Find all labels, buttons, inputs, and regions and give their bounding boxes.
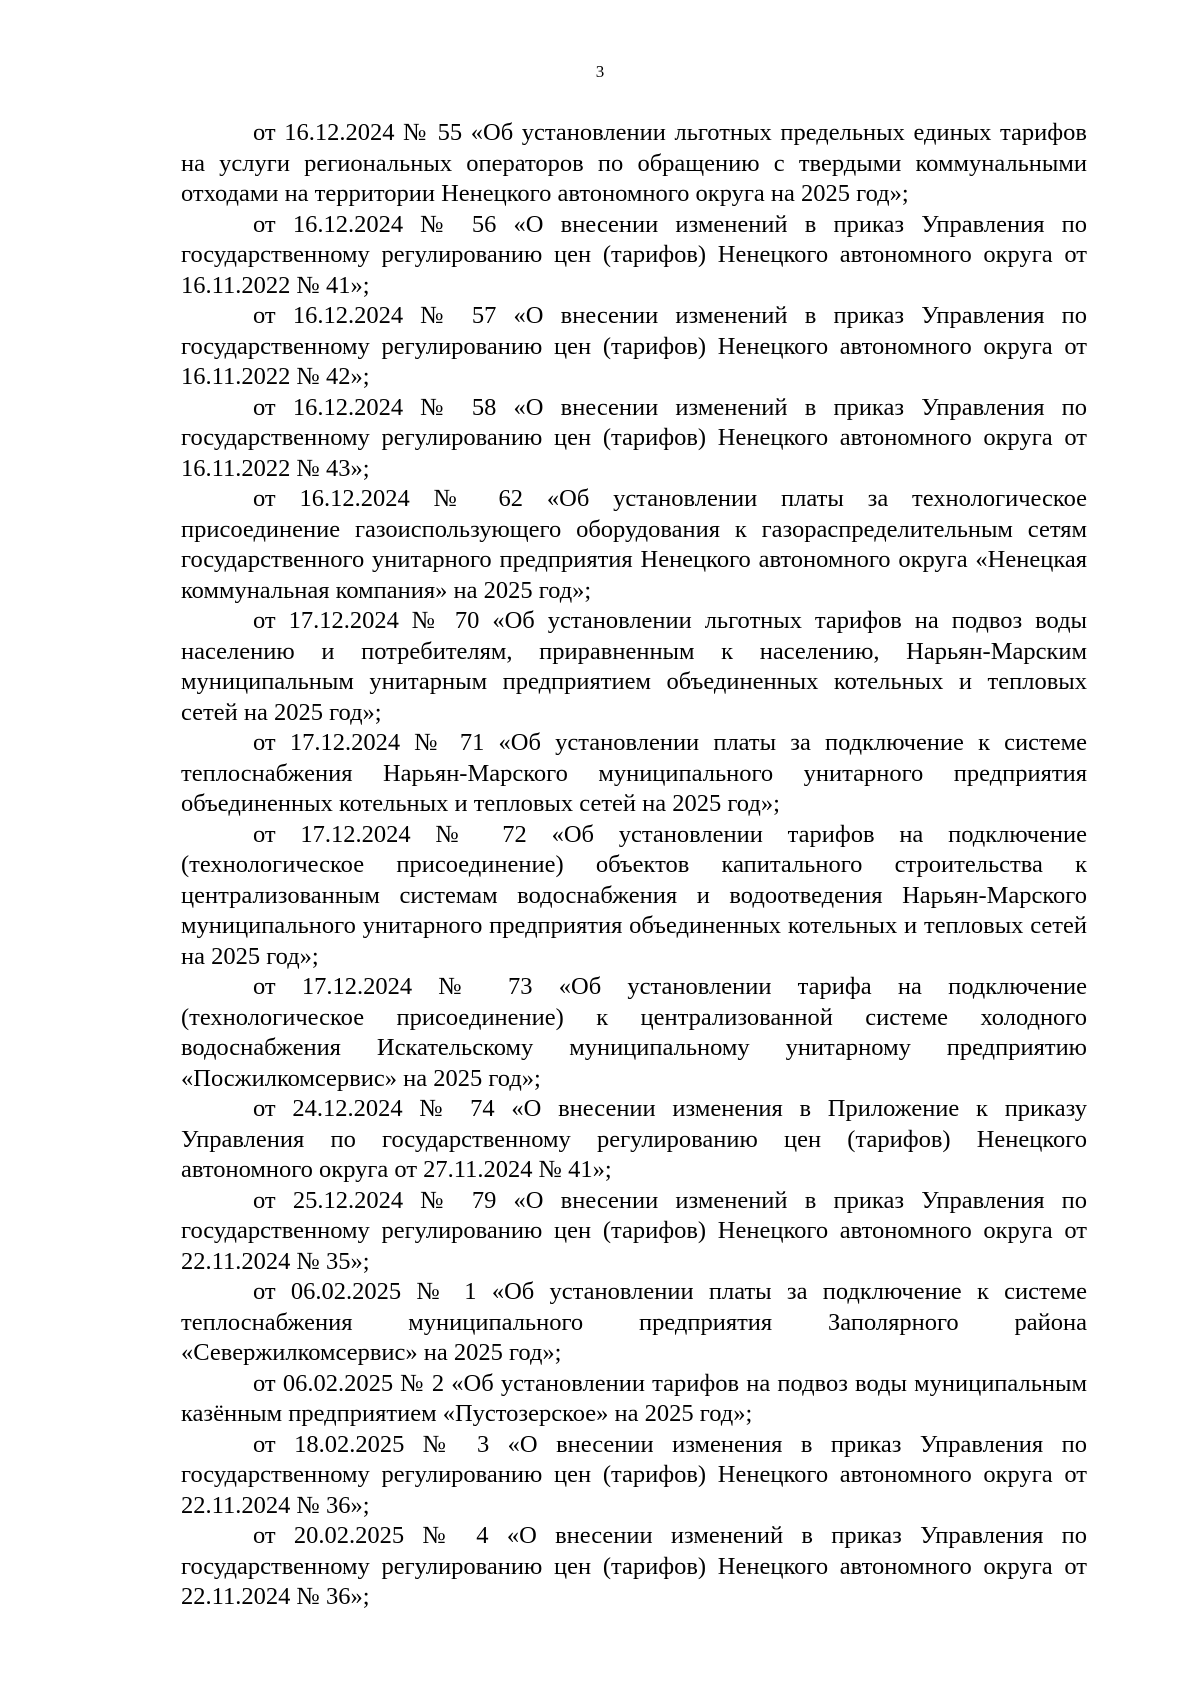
list-item: от 17.12.2024 № 70 «Об установлении льготных тарифов на подвоз воды населению и потребителям, приравненным к населению, Нарьян-Марским муниципальным унитарным предприятием объединенных котельных и тепловых сетей на 2025 год»; (181, 607, 1087, 726)
list-item: от 17.12.2024 № 72 «Об установлении тарифов на подключение (технологическое присоединение) объектов капитального строительства к централизованным системам водоснабжения и водоотведения Нарьян-Марского муниципального унитарного предприятия объединенных котельных и тепловых сетей на 2025 год»; (181, 820, 1087, 970)
list-item: от 20.02.2025 № 4 «О внесении изменений в приказ Управления по государственному регулированию цен (тарифов) Ненецкого автономного округа от 22.11.2024 № 36»; (181, 1522, 1087, 1610)
list-item: от 18.02.2025 № 3 «О внесении изменения в приказ Управления по государственному регулированию цен (тарифов) Ненецкого автономного округа от 22.11.2024 № 36»; (181, 1430, 1087, 1519)
list-item: от 06.02.2025 № 1 «Об установлении платы за подключение к системе теплоснабжения муниципального предприятия Заполярного района «Севержилкомсервис» на 2025 год»; (181, 1278, 1087, 1366)
list-item: от 17.12.2024 № 73 «Об установлении тарифа на подключение (технологическое присоединение) к централизованной системе холодного водоснабжения Искательскому муниципальному унитарному предприятию «Посжилкомсервис» на 2025 год»; (181, 973, 1087, 1092)
list-item: от 16.12.2024 № 58 «О внесении изменений в приказ Управления по государственному регулированию цен (тарифов) Ненецкого автономного округа от 16.11.2022 № 43»; (181, 393, 1087, 482)
list-item: от 16.12.2024 № 57 «О внесении изменений в приказ Управления по государственному регулированию цен (тарифов) Ненецкого автономного округа от 16.11.2022 № 42»; (181, 302, 1087, 390)
list-item: от 24.12.2024 № 74 «О внесении изменения в Приложение к приказу Управления по государственному регулированию цен (тарифов) Ненецкого автономного округа от 27.11.2024 № 41»; (181, 1095, 1087, 1183)
document-body (181, 118, 1087, 1613)
list-item: от 16.12.2024 № 62 «Об установлении платы за технологическое присоединение газоиспользующего оборудования к газораспределительным сетям государственного унитарного предприятия Ненецкого автономного округа «Ненецкая коммунальная компания» на 2025 год»; (181, 485, 1087, 604)
list-item: от 25.12.2024 № 79 «О внесении изменений в приказ Управления по государственному регулированию цен (тарифов) Ненецкого автономного округа от 22.11.2024 № 35»; (181, 1186, 1087, 1275)
list-item: от 06.02.2025 № 2 «Об установлении тарифов на подвоз воды муниципальным казённым предприятием «Пустозерское» на 2025 год»; (181, 1369, 1087, 1427)
list-item: от 16.12.2024 № 56 «О внесении изменений в приказ Управления по государственному регулированию цен (тарифов) Ненецкого автономного округа от 16.11.2022 № 41»; (181, 210, 1087, 299)
list-item: от 17.12.2024 № 71 «Об установлении платы за подключение к системе теплоснабжения Нарьян-Марского муниципального унитарного предприятия объединенных котельных и тепловых сетей на 2025 год»; (181, 729, 1087, 817)
list-item: от 16.12.2024 № 55 «Об установлении льготных предельных единых тарифов на услуги региональных операторов по обращению с твердыми коммунальными отходами на территории Ненецкого автономного округа на 2025 год»; (181, 119, 1087, 207)
page-number: 3 (595, 62, 605, 81)
